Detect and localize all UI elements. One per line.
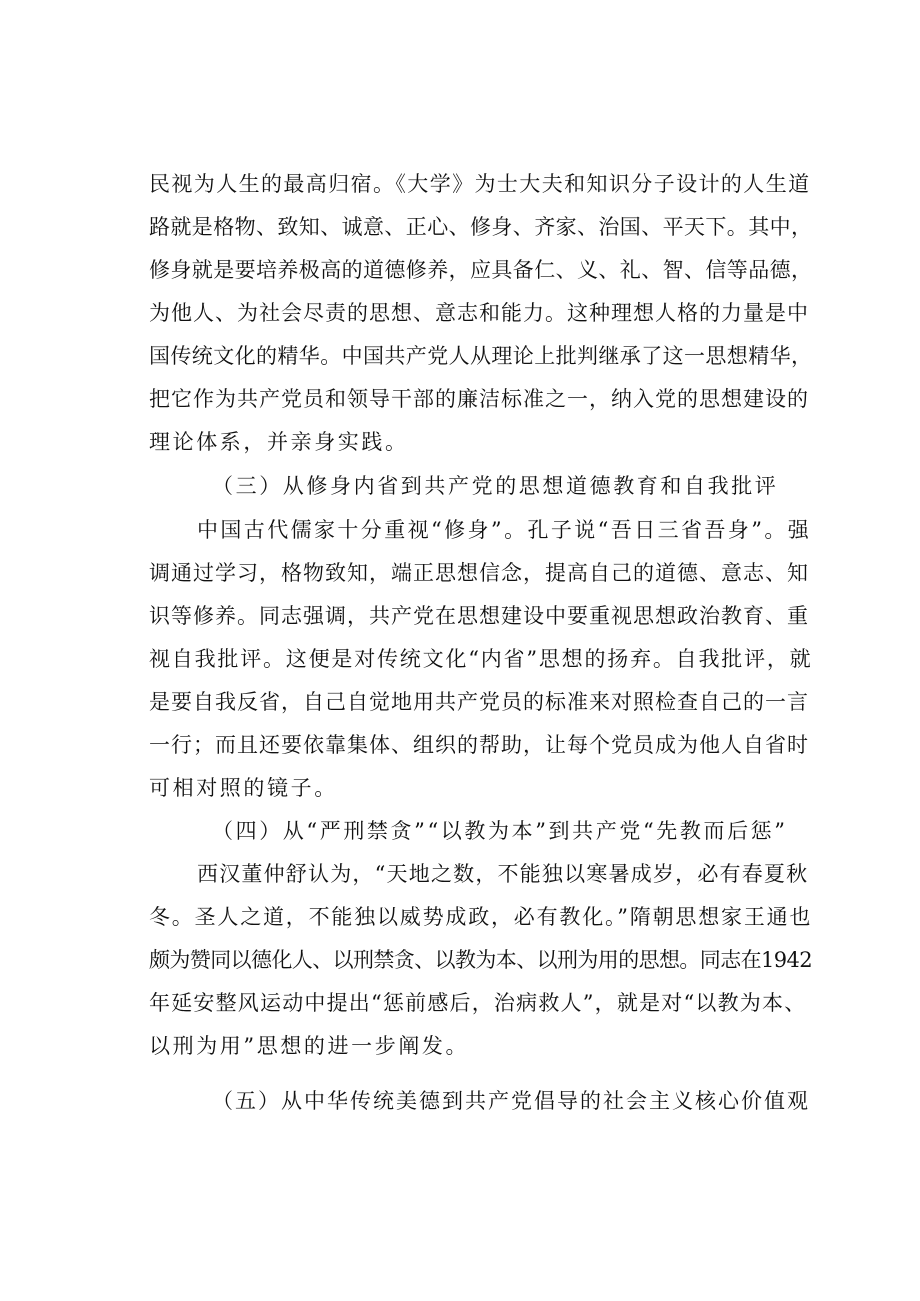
paragraph-line: 民视为人生的最高归宿。《大学》为士大夫和知识分子设计的人生道 (149, 172, 811, 196)
paragraph-line: 西汉董仲舒认为，“天地之数，不能独以寒暑成岁，必有春夏秋 (197, 862, 809, 886)
paragraph-line: 修身就是要培养极高的道德修养，应具备仁、义、礼、智、信等品德， (149, 258, 813, 282)
paragraph-line: 年延安整风运动中提出“惩前感后，治病救人”，就是对“以教为本、 (149, 991, 807, 1015)
paragraph-line: 中国古代儒家十分重视“修身”。孔子说“吾日三省吾身”。强 (197, 518, 812, 542)
paragraph-line: 理论体系，并亲身实践。 (149, 430, 409, 454)
paragraph-line: 识等修养。同志强调，共产党在思想建设中要重视思想政治教育、重 (149, 604, 809, 628)
section-heading-3: （三）从修身内省到共产党的思想道德教育和自我批评 (212, 474, 779, 498)
paragraph-line: 一行；而且还要依靠集体、组织的帮助，让每个党员成为他人自省时 (149, 733, 809, 757)
section-heading-4: （四）从“严刑禁贪”“以教为本”到共产党“先教而后惩” (212, 819, 788, 843)
paragraph-line: 调通过学习，格物致知，端正思想信念，提高自己的道德、意志、知 (149, 561, 809, 585)
paragraph-line: 可相对照的镜子。 (149, 776, 338, 800)
paragraph-line: 路就是格物、致知、诚意、正心、修身、齐家、治国、平天下。其中， (149, 215, 813, 239)
paragraph-line: 以刑为用”思想的进一步阐发。 (149, 1034, 470, 1058)
paragraph-line: 冬。圣人之道，不能独以威势成政，必有教化。”隋朝思想家王通也 (149, 905, 813, 929)
paragraph-line: 颇为赞同以德化人、以刑禁贪、以教为本、以刑为用的思想。同志在1942 (149, 948, 813, 972)
paragraph-line: 为他人、为社会尽责的思想、意志和能力。这种理想人格的力量是中 (149, 301, 809, 325)
section-heading-5: （五）从中华传统美德到共产党倡导的社会主义核心价值观 (212, 1089, 810, 1113)
paragraph-line: 把它作为共产党员和领导干部的廉洁标准之一，纳入党的思想建设的 (149, 387, 809, 411)
paragraph-line: 是要自我反省，自己自觉地用共产党员的标准来对照检查自己的一言 (149, 690, 809, 714)
paragraph-line: 视自我批评。这便是对传统文化“内省”思想的扬弃。自我批评，就 (149, 647, 813, 671)
paragraph-line: 国传统文化的精华。中国共产党人从理论上批判继承了这一思想精华， (149, 344, 813, 368)
